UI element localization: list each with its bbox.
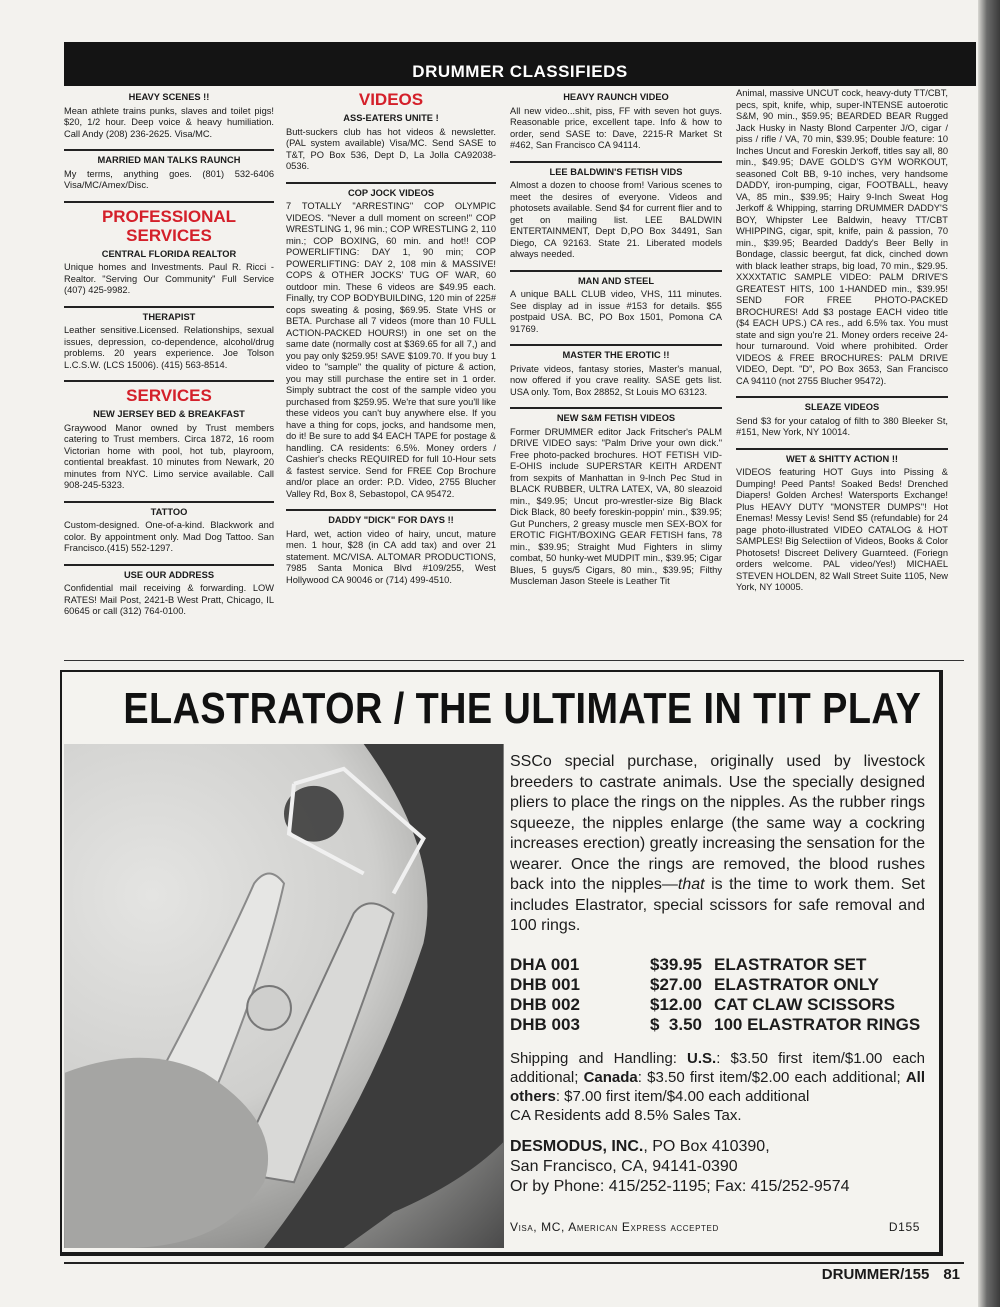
ad-text-block bbox=[510, 752, 925, 1197]
ad-divider bbox=[64, 564, 274, 566]
product-name: 100 ELASTRATOR RINGS bbox=[714, 1014, 921, 1034]
ad-description-part-2: is the time to work them. Set includes Elastrator, special scissors for safe removal and 100 rings. bbox=[510, 876, 926, 934]
ad-body: Former DRUMMER editor Jack Fritscher's PALM DRIVE VIDEO says: "Palm Drive your own dick." Free photo-packed brochures. HOT FETISH VID-E-OHIS include SUPERSTAR KEITH ARDENT from sexpits of Manhattan in 9-Inch Pec Stud in BLACK RUBBER, ULTRA LATEX, VA, 80 sleazoid min., $49.95; Uncut pro-wrestler-size Big Black Dick Black, 80 beefy foreskin-poppin' min., $39.95; Gut Punchers, 2 greasy muscle men SEX-BOX for EROTIC FIGHT/BOXING GEAR FETISH fans, 78 min., $39.95; Straight Mud Fighters in slimy combat, 50 hunky-wet MUDPIT min., $39.95; Cigar Blues, 5 guys/5 Cigars, 80 min., $39.95; Filthy Muscleman Jason Steele is Leather Tit bbox=[510, 426, 722, 586]
ad-body: Mean athlete trains punks, slaves and toilet pigs! $20, 1/2 hour. Deep voice & heavy humiliation. Call Andy (208) 236-2625. Visa/MC. bbox=[64, 105, 274, 139]
shipping-info bbox=[510, 1049, 925, 1125]
classified-ad bbox=[510, 167, 722, 261]
company-address-1: , PO Box 410390, bbox=[643, 1137, 770, 1155]
ad-title: HEAVY RAUNCH VIDEO bbox=[563, 92, 669, 102]
classified-ad bbox=[510, 276, 722, 336]
classified-ad bbox=[286, 515, 496, 586]
banner-title: DRUMMER CLASSIFIEDS bbox=[412, 62, 628, 81]
ad-divider bbox=[736, 396, 948, 398]
classified-ad bbox=[64, 155, 274, 192]
ad-body: Unique homes and Investments. Paul R. Ricci - Realtor. "Serving Our Community" Full Service (407) 425-9982. bbox=[64, 262, 274, 295]
ad-body: My terms, anything goes. (801) 532-6406 Visa/MC/Amex/Disc. bbox=[64, 168, 274, 190]
company-contact bbox=[510, 1137, 925, 1197]
ad-body: Hard, wet, action video of hairy, uncut, mature men. 1 hour, $28 (in CA add tax) and over 21 statement. MC/VISA. ALTOMAR PRODUCTIONS, 7985 Santa Monica Blvd #109/255, West Hollywood CA 90046 or (714) 499-4510. bbox=[286, 528, 496, 585]
ad-body: A unique BALL CLUB video, VHS, 111 minutes. See display ad in issue #153 for details. $55 postpaid USA. BC, PO Box 1501, Pomona CA 91769. bbox=[510, 289, 722, 334]
ad-title: THERAPIST bbox=[142, 311, 196, 322]
ad-headline: ELASTRATOR / THE ULTIMATE IN TIT PLAY bbox=[123, 684, 922, 733]
shipping-us-label: U.S. bbox=[687, 1049, 717, 1067]
column-2 bbox=[286, 88, 496, 586]
ad-body: 7 TOTALLY "ARRESTING" COP OLYMPIC VIDEOS. "Never a dull moment on screen!" COP WRESTLING 1, 96 min.; COP WRESTLING 2, 110 min.; COP BOXING, 60 min. and hot!! COP POWERLIFTING: DAY 1, 90 min; COP POWERLIFTING: DAY 2, 108 min & MASSIVE! COPS & OTHER JOCKS' TUG OF WAR, 60 outdoor min. These 6 videos are $49.95 each. Finally, try COP BODYBUILDING, 120 min of 225# cops sweating & posing, $69.95. State VHS or BETA. Purchase all 7 videos (more than 10 FULL ACTION-PACKED HOURS!) in one set on the same date (normally cost at $369.65 for all 7,) and you pay only $259.95! SAVE $109.70. If you buy 1 video to "sample" the quality of picture & action, you may still purchase the entire set in 1 order. Simply subtract the cost of the sample video you purchased from $259.95. We're that sure you'll like these videos you can't buy anywhere else. If you have a thing for cops, jocks, and handsome men, do it! Be sure to add $4 EACH TAPE for postage & handling. CA residents: 6.5%. Money orders / Cashier's checks REQUIRED for full 10-Hour sets & fastest service. Send for FREE Cop Brochure and/or place an order: P.D. Video, 2755 Blucher Valley Rd, Box 8, Sebastopol, CA 95472. bbox=[286, 201, 496, 499]
ad-title: HEAVY SCENES !! bbox=[128, 92, 210, 102]
ad-title: MASTER THE EROTIC !! bbox=[562, 350, 670, 360]
classified-ad bbox=[64, 409, 274, 492]
photo-hand bbox=[65, 1058, 268, 1248]
product-price: $27.00 bbox=[650, 974, 702, 994]
shipping-us-text: : $3.50 first item/$1.00 each additional; bbox=[510, 1049, 926, 1086]
ad-title: USE OUR ADDRESS bbox=[123, 569, 215, 580]
ad-title: DADDY "DICK" FOR DAYS !! bbox=[328, 515, 454, 525]
classified-ad bbox=[64, 312, 274, 372]
product-photo bbox=[64, 744, 504, 1248]
section-heading: VIDEOS bbox=[358, 90, 424, 109]
ad-description bbox=[510, 752, 925, 937]
elastrator-display-ad bbox=[60, 670, 943, 1256]
ad-body: Almost a dozen to choose from! Various scenes to meet the desires of everyone. Videos and photosets available. Send $4 for current flier and to get on mailing list. LEE BALDWIN ENTERTAINMENT, Dept D,PO Box 34491, San Diego, CA 92163. State 21. Liberated models always needed. bbox=[510, 180, 722, 259]
product-name: CAT CLAW SCISSORS bbox=[714, 994, 896, 1014]
ad-divider bbox=[510, 344, 722, 346]
company-address-2: San Francisco, CA, 94141-0390 bbox=[510, 1157, 738, 1175]
classified-ad bbox=[510, 413, 722, 588]
ad-divider bbox=[286, 182, 496, 184]
footer-rule bbox=[64, 1262, 964, 1264]
ad-title: COP JOCK VIDEOS bbox=[347, 187, 435, 198]
classified-ad bbox=[510, 92, 722, 152]
product-name: ELASTRATOR SET bbox=[714, 954, 867, 974]
ad-divider bbox=[64, 149, 274, 151]
issue-label: DRUMMER/155 bbox=[821, 1266, 930, 1283]
pliers-illustration bbox=[64, 744, 504, 1248]
page-number: 81 bbox=[943, 1266, 960, 1283]
ad-divider bbox=[64, 380, 274, 382]
pliers-pivot bbox=[247, 986, 291, 1030]
ad-divider bbox=[64, 501, 274, 503]
page-binding-edge bbox=[978, 0, 1000, 1307]
payment-accepted-line bbox=[510, 1220, 920, 1234]
product-price: $ 3.50 bbox=[650, 1014, 702, 1034]
ad-continued-body: Animal, massive UNCUT cock, heavy-duty TT/CBT, pecs, spit, knife, whip, super-INTENSE autoerotic S&M, 90 min., $59.95; BEARDED BEAR Rugged Jack Husky in Nasty Blond Carpenter J/O, cigar / piss / rifle / VA, 70 min, $39.95; Double feature: 10 Inches Uncut and Foreskin Jerkoff, titles say all, 80 min., $49.95; DAVE GOLD'S GYM WORKOUT, seasoned Colt BB, 9-10 inches, very handsome DADDY, iron-pumping, cigar, FOOTBALL, heavy VA, 85 min., $39.95; Hairy 9-Inch Sweat Hog Jerkoff & Whipping, starring DRUMMER DADDY'S BOY, Whipster Lee Baldwin, heavy TT/CBT WHIPPING, cigar, spit, knife, pain & passion, 70 min., $39.95; Bearded Daddy's Beer Belly in Bondage, classic beergut, fat dick, cinched down with black leather straps, big load, 70 min., $29.95. XXXXTATIC SAMPLE VIDEO: PALM DRIVE'S GREATEST HITS, 100 1-HANDED min., $39.95! SEND FOR FREE PHOTO-PACKED BROCHURES! Add $3 postage EACH video title ($4 EACH UPS.) CA res., add 6.5% tax. You must state and sign you're 21. Money orders receive 24-hour turnaround. Void where prohibited. Order VIDEOS & FREE BROCHURES: PALM DRIVE VIDEO, Dept. "D", PO Box 3653, San Francisco CA 94110 (not 2755 Blucher 95472). bbox=[736, 88, 948, 386]
ad-divider bbox=[64, 201, 274, 203]
sales-tax-note: CA Residents add 8.5% Sales Tax. bbox=[510, 1106, 742, 1124]
product-code: DHB 001 bbox=[510, 974, 580, 994]
ad-body: Private videos, fantasy stories, Master's manual, now offered if you crave reality. SASE gets list. USA only. Tom, Box 28852, St Louis MO 63123. bbox=[510, 363, 722, 397]
product-code: DHB 002 bbox=[510, 994, 580, 1014]
shipping-canada-text: : $3.50 first item/$2.00 each additional; bbox=[637, 1068, 906, 1086]
ad-title: NEW S&M FETISH VIDEOS bbox=[556, 413, 676, 423]
ad-title: WET & SHITTY ACTION !! bbox=[785, 453, 899, 464]
ad-body: Confidential mail receiving & forwarding. LOW RATES! Mail Post, 2421-B West Pratt, Chicago, IL 60645 or call (312) 764-0100. bbox=[64, 583, 274, 616]
column-4 bbox=[736, 88, 948, 594]
ad-description-part-1: SSCo special purchase, originally used by livestock breeders to castrate animals. Use the specially designed pliers to place the rings on the nipples. As the rubber rings squeeze, the nipples enlarge (the same way a cockring increases erection) greatly increasing the sensation for the wearer. Once the rings are removed, the blood rushes back into the nipples— bbox=[510, 753, 925, 893]
product-name: ELASTRATOR ONLY bbox=[714, 974, 879, 994]
page-banner bbox=[64, 42, 976, 86]
product-price: $39.95 bbox=[650, 954, 702, 974]
product-row bbox=[510, 955, 925, 975]
product-row bbox=[510, 1015, 925, 1035]
shipping-canada-label: Canada bbox=[583, 1068, 638, 1086]
ad-title: MAN AND STEEL bbox=[577, 275, 655, 286]
ad-title: LEE BALDWIN'S FETISH VIDS bbox=[549, 166, 683, 177]
ad-body: Send $3 for your catalog of filth to 380 Bleeker St, #151, New York, NY 10014. bbox=[736, 415, 948, 437]
section-heading: SERVICES bbox=[126, 386, 212, 405]
classified-ad bbox=[64, 507, 274, 555]
ad-divider bbox=[510, 270, 722, 272]
classified-columns bbox=[64, 88, 960, 656]
ad-divider bbox=[736, 448, 948, 450]
ad-body: Butt-suckers club has hot videos & newsletter. (PAL system available) Visa/MC. Send SASE to T&T, PO Box 536, Dept D, La Jolla CA92038-0536. bbox=[286, 126, 496, 171]
ad-title: SLEAZE VIDEOS bbox=[804, 402, 880, 412]
product-code: DHB 003 bbox=[510, 1014, 580, 1034]
ad-body: Custom-designed. One-of-a-kind. Blackwork and color. By appointment only. Mad Dog Tattoo. San Francisco.(415) 552-1297. bbox=[64, 520, 274, 553]
column-1 bbox=[64, 88, 274, 618]
columns-bottom-rule bbox=[64, 660, 964, 661]
classified-ad bbox=[736, 402, 948, 439]
ad-description-emphasis: that bbox=[677, 876, 705, 893]
ad-body: Leather sensitive.Licensed. Relationships, sexual issues, depression, co-dependence, alcohol/drug problems. 20 years experience. Joe Tolson L.C.S.W. (LCS 15006). (415) 563-8514. bbox=[64, 325, 274, 370]
ad-title: CENTRAL FLORIDA REALTOR bbox=[101, 248, 237, 259]
ad-title: MARRIED MAN TALKS RAUNCH bbox=[97, 155, 241, 165]
page-footer bbox=[822, 1266, 960, 1283]
ad-code: D155 bbox=[888, 1220, 920, 1234]
ad-title: TATTOO bbox=[150, 506, 188, 517]
ad-divider bbox=[64, 306, 274, 308]
classified-ad bbox=[64, 249, 274, 297]
company-name: DESMODUS, INC. bbox=[510, 1137, 644, 1155]
classified-ad bbox=[64, 570, 274, 618]
ad-divider bbox=[286, 509, 496, 511]
ad-body: All new video...shit, piss, FF with seven hot guys. Reasonable price, excellent tape. Info & how to order, send SASE to: Dave, 2215-R Market St #462, San Francisco CA 94114. bbox=[510, 105, 722, 150]
classified-ad bbox=[510, 350, 722, 398]
ad-body: VIDEOS featuring HOT Guys into Pissing & Dumping! Peed Pants! Soaked Beds! Drenched Diapers! Golden Arches! Watersports Exchange! Plus HEAVY DUTY "MONSTER DUMPS"! Hot Enemas! Messy Levis! Send $5 (refundable) for 24 page photo-illustrated VIDEO CATALOG & HOT SAMPLES! Big Selectiion of Videos, Books & Color Photosets! Discreet Delivery Guarnteed. (Foriegn orders welcome. PAL video/Yes!) MICHAEL STEVEN HOLDEN, 82 Wall Street Suite 1105, New York, NY 10005. bbox=[736, 467, 948, 592]
ad-body: Graywood Manor owned by Trust members catering to Trust members. Circa 1872, 16 room Victorian home with pool, hot tub, playroom, contiental breakfast. 10 minutes from Newark, 20 minutes from NYC. Limo service available. Call 908-245-5323. bbox=[64, 422, 274, 490]
shipping-label: Shipping and Handling: bbox=[510, 1049, 688, 1067]
ad-title: ASS-EATERS UNITE ! bbox=[343, 113, 439, 123]
classified-ad bbox=[286, 188, 496, 501]
column-3 bbox=[510, 88, 722, 588]
classified-ad bbox=[64, 92, 274, 140]
section-heading: PROFESSIONAL SERVICES bbox=[101, 206, 237, 245]
ad-title: NEW JERSEY BED & BREAKFAST bbox=[93, 409, 245, 419]
classified-ad bbox=[286, 113, 496, 173]
shipping-others-text: : $7.00 first item/$4.00 each additional bbox=[555, 1087, 810, 1105]
classified-ad bbox=[736, 454, 948, 594]
payment-methods: Visa, MC, American Express accepted bbox=[510, 1220, 719, 1234]
product-price: $12.00 bbox=[650, 994, 702, 1014]
product-code: DHA 001 bbox=[510, 954, 580, 974]
ad-divider bbox=[510, 161, 722, 163]
product-row bbox=[510, 995, 925, 1015]
product-row bbox=[510, 975, 925, 995]
company-phone: Or by Phone: 415/252-1195; Fax: 415/252-9574 bbox=[510, 1177, 850, 1195]
ad-divider bbox=[510, 407, 722, 409]
shipping-others-label: All others bbox=[510, 1068, 925, 1105]
product-list bbox=[510, 955, 925, 1035]
